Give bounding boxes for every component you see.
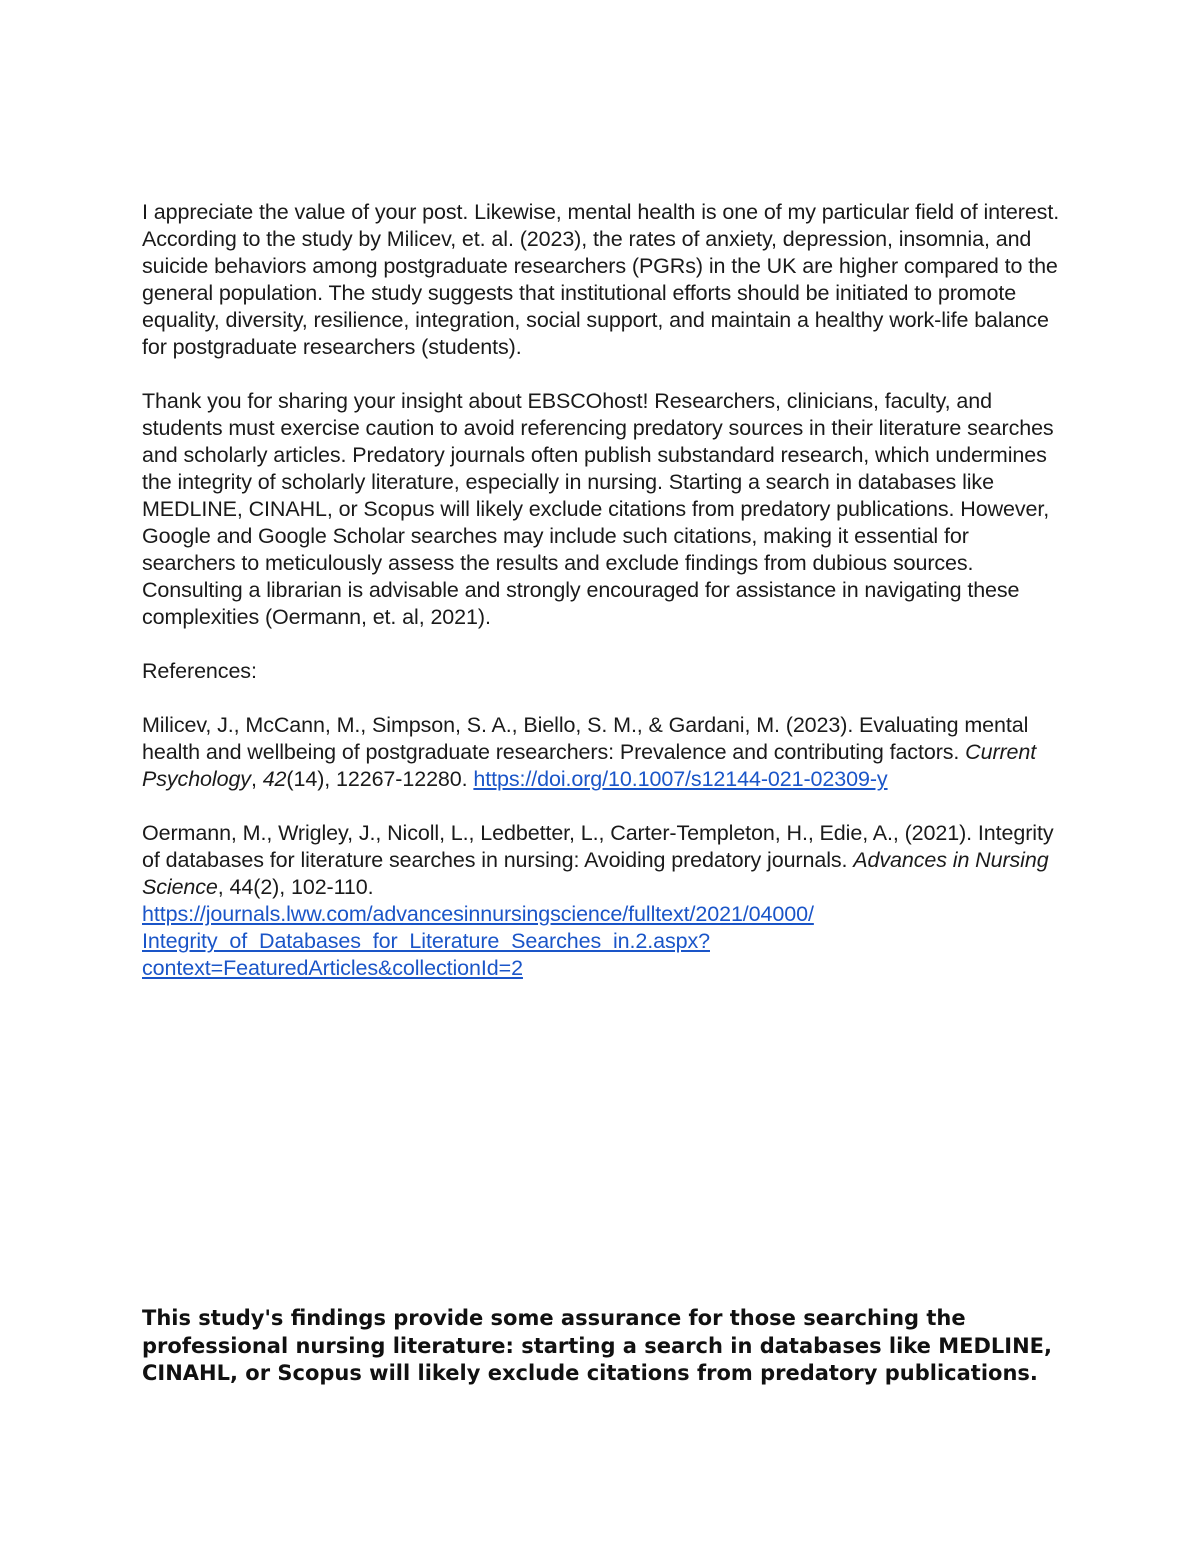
reference-oermann-url-line-1[interactable]: https://journals.lww.com/advancesinnursingscience/fulltext/2021/04000/ — [142, 902, 814, 926]
reference-milicev-pages: (14), 12267-12280. — [286, 767, 474, 791]
reference-milicev — [142, 712, 1062, 793]
reference-oermann-pages: , 44(2), 102-110. — [217, 875, 374, 899]
reference-milicev-authors: Milicev, J., McCann, M., Simpson, S. A., Biello, S. M., & Gardani, M. (2023). Evaluating mental health and wellbeing of postgraduate researchers: Prevalence and contributing factors. — [142, 713, 1029, 764]
reference-oermann-url-line-3[interactable]: context=FeaturedArticles&collectionId=2 — [142, 956, 523, 980]
reference-milicev-separator: , — [250, 767, 263, 791]
reference-oermann — [142, 820, 1062, 982]
reference-oermann-url-line-2[interactable]: Integrity_of_Databases_for_Literature_Searches_in.2.aspx? — [142, 929, 710, 953]
reference-milicev-journal: Current Psychology — [142, 740, 1037, 791]
paragraph-reply-mental-health: I appreciate the value of your post. Likewise, mental health is one of my particular field of interest. According to the study by Milicev, et. al. (2023), the rates of anxiety, depression, insomnia, and suicide behaviors among postgraduate researchers (PGRs) in the UK are higher compared to the general population. The study suggests that institutional efforts should be initiated to promote equality, diversity, resilience, integration, social support, and maintain a healthy work-life balance for postgraduate researchers (students). — [142, 200, 1060, 359]
reference-milicev-doi-link[interactable]: https://doi.org/10.1007/s12144-021-02309-y — [473, 767, 888, 791]
reference-oermann-journal: Advances in Nursing Science — [142, 848, 1049, 899]
references-heading: References: — [142, 659, 257, 683]
paragraph-reply-ebscohost: Thank you for sharing your insight about EBSCOhost! Researchers, clinicians, faculty, and students must exercise caution to avoid referencing predatory sources in their literature searches and scholarly articles. Predatory journals often publish substandard research, which undermines the integrity of scholarly literature, especially in nursing. Starting a search in databases like MEDLINE, CINAHL, or Scopus will likely exclude citations from predatory publications. However, Google and Google Scholar searches may include such citations, making it essential for searchers to meticulously assess the results and exclude findings from dubious sources. Consulting a librarian is advisable and strongly encouraged for assistance in navigating these complexities (Oermann, et. al, 2021). — [142, 389, 1054, 629]
bold-quote-note: This study's findings provide some assurance for those searching the professional nursing literature: starting a search in databases like MEDLINE, CINAHL, or Scopus will likely exclude citations from predatory publications. — [142, 1306, 1053, 1385]
reference-milicev-volume: 42 — [262, 767, 287, 791]
reference-oermann-authors: Oermann, M., Wrigley, J., Nicoll, L., Ledbetter, L., Carter-Templeton, H., Edie, A., (2021). Integrity of databases for literature searches in nursing: Avoiding predatory journals. — [142, 821, 1054, 872]
document-body — [142, 199, 1062, 1009]
